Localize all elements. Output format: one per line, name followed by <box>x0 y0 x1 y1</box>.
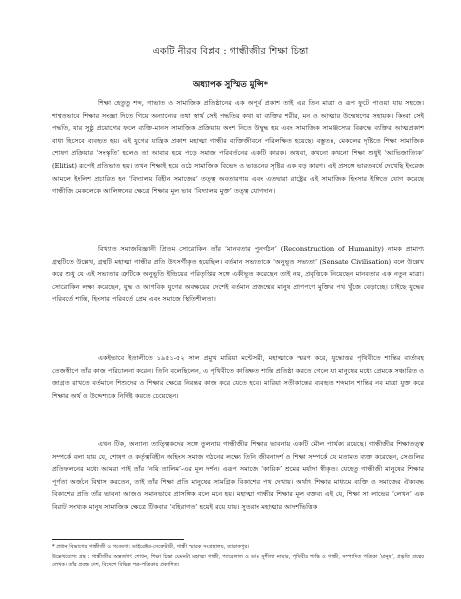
author-line: অধ্যাপক সুস্মিত মুন্সি* <box>192 80 269 90</box>
footnote-divider <box>52 539 184 540</box>
paragraph-1: শিক্ষা হেতুতু শব্দ, গাভাত ও সামাজিক প্রতিষ্ঠানের এক অপূর্ব প্রকাশ তাই এর তিন মাত্রা ও রূপ ফুটে পাওয়া যায় সহজে। শাশ্বতভাবে শিক্ষার সংজ্ঞা দিতে গিয়ে অন্যান্যের তথা স্বার্থ সেই পদ্ধতির কথা যা ব্যক্তির শরীর, মন ও আত্মার উন্মেষণের সহায়ক। কিংবা সেই পদ্ধতি, যার সুষ্ঠু প্রয়োগের ফলে ব্যক্তি-মানস সামাজিক প্রক্রিয়ায় অংশ নিতে উদ্বুদ্ধ হয় এবং সামাজিক সামঞ্জস্যের বিরুদ্ধে ব্যক্তির আত্মপ্রকাশ বাধা হিসেবে ব্যবহৃত হয়। এই যুগের যান্ত্রিক প্রকাশ মহাত্মা গান্ধীর ব্যক্তিজীবনে পরিলক্ষিত হয়েছে। বস্তুতঃ, মেকলের দৃষ্টিতে শিক্ষা সামাজিক শোষণ প্রক্রিয়ার ‘সংস্কৃতি’ হলেও তা আবার হয়ে পড়ে সমাজ পরিবর্তনের একটি কারক। অথবা, কখনো কখনো শিক্ষা শুধুই ‘আভিজাত্যিক’ (Elitist) রূপেই প্রতিভাত হয়। তখন শিক্ষাই হয়ে ওঠে সামাজিক বিভেদ ও ভাঙনের সৃষ্টির এক বড় কারণ। এই প্রসঙ্গে ভারতবর্ষে দেখেছি ইংরেজ আমলে ইংলিশ প্রচারিত হন ‘বিদ্যালয় বিহীন সমাজের’ তত্ত্ব অবতারণায় এবং এতদ্বারা রাষ্ট্রের এই সামাজিক হিংসার ইঙ্গিতে যোগ করেছে গান্ধীজি মেকলেকে আলিঙ্গনের ক্ষেত্রে শিক্ষার মূল ভাব ‘বিদ্যালয় মুক্ত’ তত্ত্ব যোগদান। <box>52 99 424 196</box>
paragraph-4: এখন টিক, অন্যান্য তাত্ত্বিকদের সঙ্গে তুলনায় গান্ধীজীর শিক্ষার ভাবনায় একটি মৌল পার্থক্য রয়েছে। গান্ধীজীর শিক্ষাতত্ত্ব সম্পর্কে বলা যায় যে, শোষণ ও কর্তৃত্ববিহীন অহিংস সমাজ গঠনের লক্ষ্যে তিনি জীবনাদর্শ ও শিক্ষা সম্পর্কে যে মতামত ব্যক্ত করেছেন, সেগুলির প্রতিফলনের মধ্যে আমরা পাই তাঁর ‘নয়ি তালিম’-এর মূল দর্শন। এরূপ সমাজে ‘কায়িক’ শ্রমের মর্যাদা স্বীকৃত। যেহেতু গান্ধীজী মানুষের শিক্ষার পূর্ণতা অর্জনে বিশ্বাস করতেন, তাই তাঁর শিক্ষা প্রতি মানুষের সামগ্রিক বিকাশের পথ দেখায়। অর্থাৎ শিক্ষার মাধ্যমে ব্যক্তি ও সমাজের ঐক্যবদ্ধ বিকাশের প্রতি তাঁর ভাবনা আজও সমানভাবে প্রাসঙ্গিক বলে মনে হয়। মহাত্মা গান্ধীর শিক্ষার মূল বক্তব্য এই যে, শিক্ষা সা লাভের ‘লেখন’ এক বিরাট সংখ্যক মানুষ সামাজিক ক্ষেত্রে টিকবার ‘বহিরাগত’ হয়েই রয়ে যায়। সুতরাং মহাত্মার আদর্শভিত্তিক <box>52 440 424 511</box>
paragraph-2: বিখ্যাত সমাজবিজ্ঞানী প্রিতম সোরোকিন তাঁর ‘মানবতার পুনর্গঠন’ (Reconstruction of Humanity) নামক প্রামাণ্য গ্রন্থটিতে উল্লেখ, গ্রন্থটি মহাত্মা গান্ধীর প্রতি উৎসর্গীকৃত হয়েছিল। বর্তমান সভ্যতাকে ‘অনুভূত সভ্যতা’ (Sensate Civilisation) বলে উল্লেখ করে শুধু যে এই সভ্যতার ত্রুটিকে অনুভূতি ইন্দ্রিয়ের পরিতৃপ্তির সঙ্গে একীভূত করেছেন তাই নয়, প্রবৃত্তিকে নিয়েছেন মানবতার এক নতুন মাত্রা। সোরোকিন লক্ষ্য করেছেন, যুদ্ধ ও আণবিক যুগের অবক্ষয়ের দেশেই বর্তমান প্রজন্মের মানুষ প্রাণপণে মুক্তির পথ খুঁজে বেড়াচ্ছে। চাইছে যুদ্ধের পরিবর্তে শান্তি, হিংসার পরিবর্তে প্রেম এবং সমাজে স্থিতিশীলতা। <box>52 245 424 304</box>
footnote-2: উল্লেখযোগ্য গ্রন্থ : গান্ধীজীর অন্তর্জগৎ শোধন, শিক্ষা চিন্তা যেমনটা মহাত্মা গান্ধী, প্যারেলাল ও ডাঃ সুশীলা নায়ার, পৃথিবীর শান্তি ও গান্ধী, সম্পাদিত পত্রিকা ‘মানুষ’, প্রভৃতি গ্রন্থের লেখক। তাঁর প্রবন্ধ দেশ, বিদেশে বিভিন্ন পত্র-পত্রিকায় প্রকাশিত। <box>52 554 424 569</box>
footnote-1: * প্রধান বিভাগের গান্ধীজী ও গবেষণা: ডাইরেক্টর-সেক্রেটারী, গান্ধী স্মারক সংগ্রহালয়, ব্যারাকপুর। <box>52 544 250 550</box>
document-title: একটি নীরব বিপ্লব : গান্ধীজীর শিক্ষা চিন্তা <box>152 46 309 57</box>
paragraph-3: একইভাবে ইতালীতে ১৯৫১-৫২ সাল প্রমুখ মারিয়া মন্টেসরী, মহাত্মাকে স্মরণ করে, যুদ্ধোত্তর পৃথিবীতে শান্তির বার্তাবহ তেজস্বীপে তাঁর কাজ পরিচালনা করেন। তিনি বলেছিলেন, এ পৃথিবীতে কাঙ্ক্ষিত শান্তি প্রতিষ্ঠা করতে গেলে যা মানুষের মধ্যে প্রেমকে সঞ্চারিত ও জাগ্রত রাখতে বর্তমানে শিশুদের ও শিক্ষার ক্ষেত্রে নিরন্তর কাজ করে যেতে হবে। মারিয়া সতীকান্তের ব্যবহৃত শব্দমান শান্তির নব মাত্রা যুক্ত করে শিক্ষার অর্থ ও উদ্দেশ্যকে নির্দিষ্ট করতে চেয়েছেন। <box>52 354 424 400</box>
